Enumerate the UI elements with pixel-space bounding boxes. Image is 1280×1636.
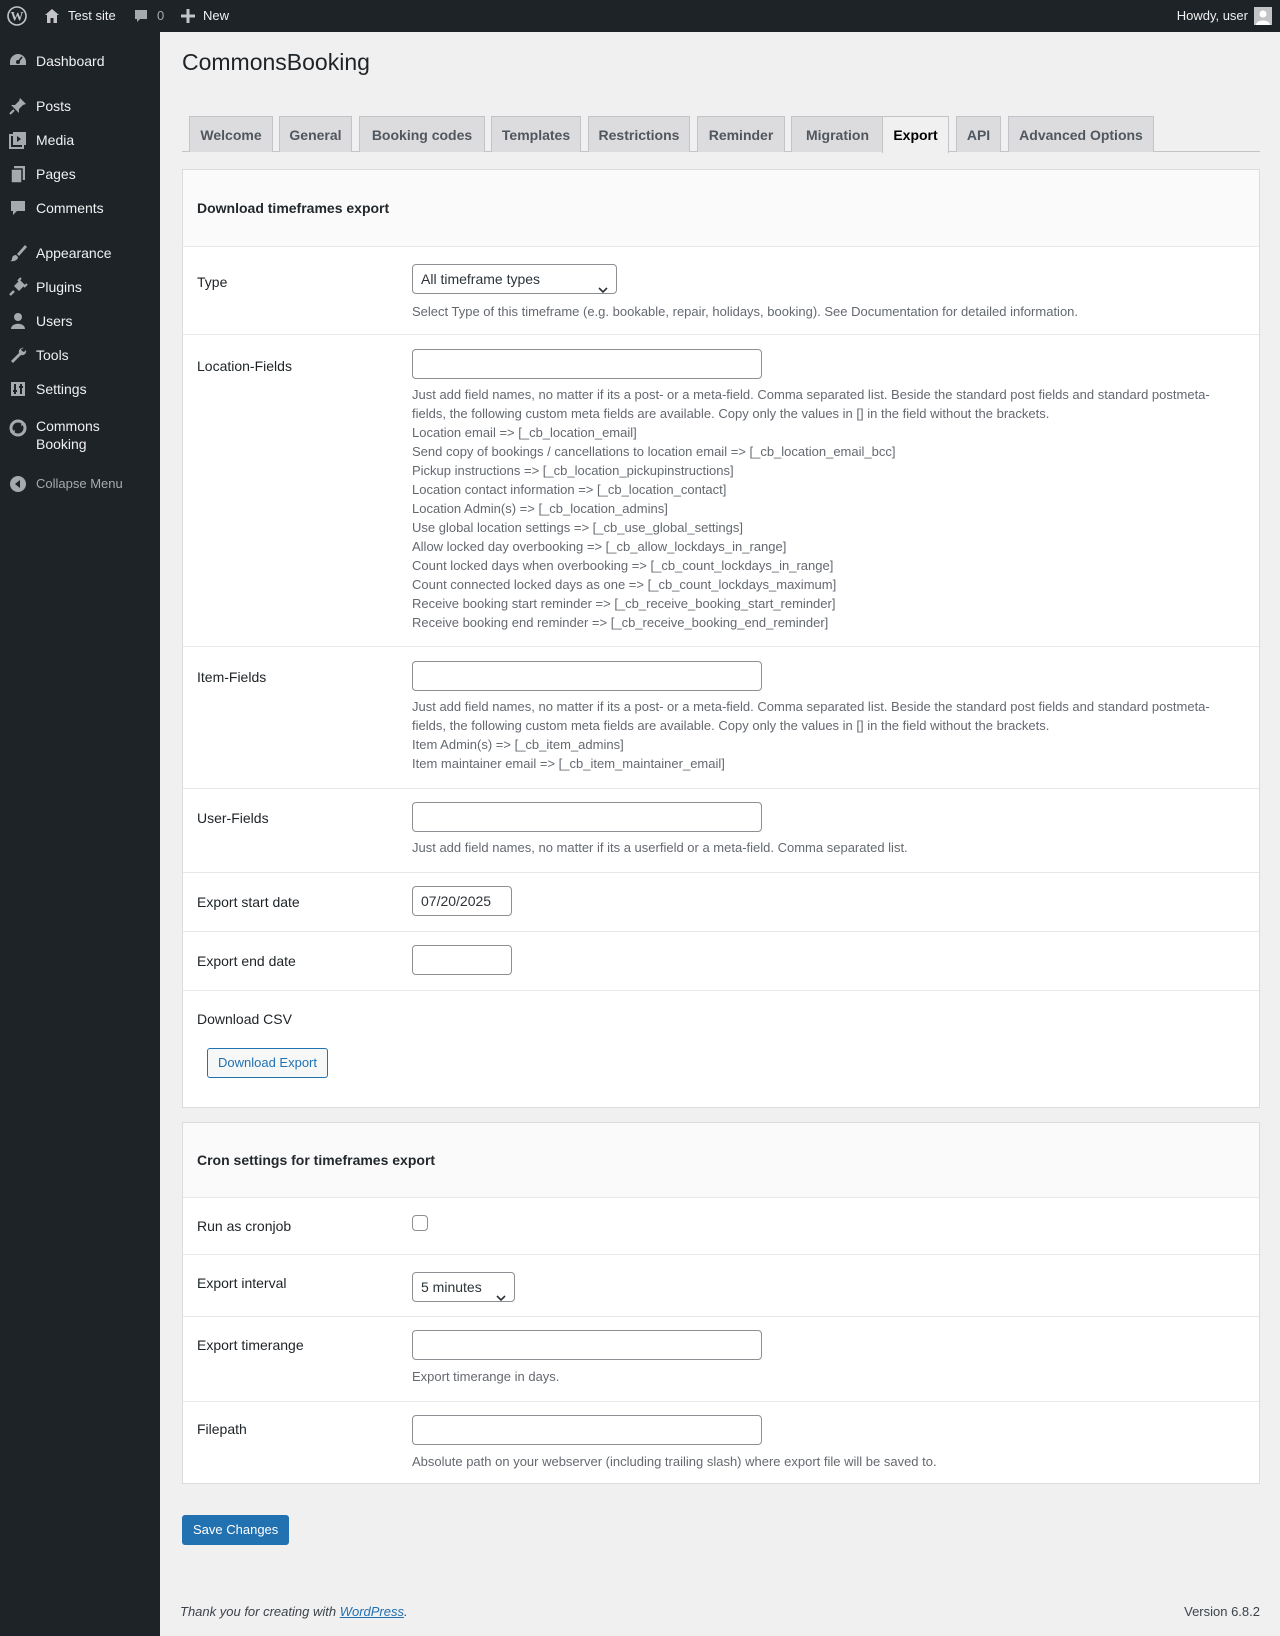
sidebar-item-commonsbooking[interactable]	[0, 417, 160, 457]
tab-welcome[interactable]: Welcome	[189, 116, 273, 152]
sidebar-item-label: Media	[36, 132, 75, 148]
location-fields-row	[183, 335, 1259, 647]
location-fields-description	[412, 385, 1242, 632]
item-fields-label: Item-Fields	[197, 669, 267, 685]
export-interval-select[interactable]	[412, 1272, 515, 1302]
description-line: Allow locked day overbooking => [_cb_allow_lockdays_in_range]	[412, 539, 787, 554]
filepath-description: Absolute path on your webserver (including trailing slash) where export file will be saved to.	[412, 1454, 937, 1469]
new-label: New	[203, 8, 230, 23]
export-timerange-label: Export timerange	[197, 1337, 304, 1353]
sidebar-item-label: Dashboard	[36, 53, 105, 69]
item-fields-row	[183, 647, 1259, 789]
my-account-link[interactable]	[1177, 0, 1272, 32]
page-title: CommonsBooking	[182, 49, 370, 75]
brush-icon	[0, 243, 36, 263]
type-select-value: All timeframe types	[421, 271, 541, 287]
user-fields-input[interactable]	[412, 802, 762, 832]
sidebar-item-label: Settings	[36, 381, 87, 397]
settings-icon	[0, 379, 36, 399]
type-description: Select Type of this timeframe (e.g. bookable, repair, holidays, booking). See Documentation for detailed information.	[412, 304, 1079, 319]
item-fields-input[interactable]	[412, 661, 762, 691]
download-csv-row	[183, 991, 1259, 1107]
sidebar-item-label: Users	[36, 313, 73, 329]
save-changes-button[interactable]: Save Changes	[182, 1515, 289, 1545]
export-timerange-description: Export timerange in days.	[412, 1369, 560, 1384]
plug-icon	[0, 277, 36, 297]
sidebar-item-label: Posts	[36, 98, 72, 114]
tab-templates[interactable]: Templates	[491, 116, 581, 152]
media-icon	[0, 130, 36, 150]
sidebar-item-label: Appearance	[36, 245, 112, 261]
wordpress-logo-icon[interactable]	[7, 0, 27, 32]
collapse-arrow-icon	[0, 475, 36, 493]
description-line: Count connected locked days as one => [_cb_count_lockdays_maximum]	[412, 577, 837, 592]
description-line: Receive booking start reminder => [_cb_receive_booking_start_reminder]	[412, 596, 836, 611]
user-fields-label: User-Fields	[197, 810, 269, 826]
howdy-label: Howdy, user	[1176, 8, 1248, 23]
download-export-button[interactable]: Download Export	[207, 1048, 328, 1078]
item-fields-description	[412, 697, 1242, 773]
filepath-input[interactable]	[412, 1415, 762, 1445]
chevron-down-icon	[496, 1283, 506, 1311]
tab-api[interactable]: API	[956, 116, 1001, 152]
export-start-date-row	[183, 873, 1259, 932]
box-title: Download timeframes export	[183, 170, 1259, 247]
tab-restrictions[interactable]: Restrictions	[588, 116, 690, 152]
sidebar-item-pages[interactable]	[0, 157, 160, 191]
dashboard-icon	[0, 51, 36, 71]
sidebar-item-label: Tools	[36, 347, 69, 363]
description-line: Count locked days when overbooking => [_cb_count_lockdays_in_range]	[412, 558, 834, 573]
pin-icon	[0, 96, 36, 116]
cron-settings-box	[182, 1122, 1260, 1484]
filepath-row	[183, 1402, 1259, 1483]
comments-link[interactable]	[133, 0, 164, 32]
user-fields-description: Just add field names, no matter if its a userfield or a meta-field. Comma separated list.	[412, 840, 908, 855]
export-start-date-label: Export start date	[197, 894, 300, 910]
collapse-menu-button[interactable]	[0, 467, 160, 501]
type-select[interactable]	[412, 264, 617, 294]
tab-reminder[interactable]: Reminder	[697, 116, 785, 152]
tab-advanced-options[interactable]: Advanced Options	[1008, 116, 1154, 152]
export-interval-label: Export interval	[197, 1275, 287, 1291]
export-interval-value: 5 minutes	[421, 1279, 482, 1295]
footer-thanks-prefix: Thank you for creating with	[180, 1604, 340, 1619]
description-line: Receive booking end reminder => [_cb_receive_booking_end_reminder]	[412, 615, 829, 630]
run-as-cronjob-checkbox[interactable]	[412, 1215, 428, 1231]
download-csv-label: Download CSV	[197, 1011, 292, 1027]
export-timerange-row	[183, 1317, 1259, 1402]
home-icon	[44, 8, 60, 24]
new-content-link[interactable]	[181, 0, 229, 32]
wrench-icon	[0, 345, 36, 365]
sidebar-item-posts[interactable]	[0, 89, 160, 123]
tab-booking-codes[interactable]: Booking codes	[359, 116, 485, 152]
footer-thanks	[180, 1604, 408, 1619]
export-timerange-input[interactable]	[412, 1330, 762, 1360]
description-line: Use global location settings => [_cb_use_global_settings]	[412, 520, 743, 535]
run-as-cronjob-row	[183, 1198, 1259, 1255]
export-end-date-label: Export end date	[197, 953, 296, 969]
settings-tabs	[182, 116, 1260, 152]
site-name-link[interactable]	[44, 0, 116, 32]
sidebar-item-appearance[interactable]	[0, 236, 160, 270]
sidebar-item-settings[interactable]	[0, 372, 160, 406]
description-line: Send copy of bookings / cancellations to location email => [_cb_location_email_bcc]	[412, 444, 896, 459]
location-fields-label: Location-Fields	[197, 358, 292, 374]
description-line: Pickup instructions => [_cb_location_pickupinstructions]	[412, 463, 734, 478]
comment-icon	[133, 8, 149, 24]
sidebar-item-media[interactable]	[0, 123, 160, 157]
description-line: Location contact information => [_cb_location_contact]	[412, 482, 727, 497]
sidebar-item-tools[interactable]	[0, 338, 160, 372]
wordpress-link[interactable]: WordPress	[339, 1604, 404, 1619]
location-fields-input[interactable]	[412, 349, 762, 379]
avatar	[1254, 7, 1272, 25]
user-fields-row	[183, 789, 1259, 873]
sidebar-item-label: Plugins	[36, 279, 82, 295]
export-interval-row	[183, 1255, 1259, 1317]
sidebar-item-dashboard[interactable]	[0, 44, 160, 78]
type-row	[183, 247, 1259, 335]
footer-thanks-suffix: .	[404, 1604, 408, 1619]
run-as-cronjob-label: Run as cronjob	[197, 1218, 292, 1234]
admin-bar	[0, 0, 1280, 32]
collapse-menu-label: Collapse Menu	[36, 476, 123, 491]
tab-migration[interactable]: Migration	[791, 116, 884, 152]
box-title: Cron settings for timeframes export	[183, 1123, 1259, 1198]
sidebar-item-comments[interactable]	[0, 191, 160, 225]
sidebar-item-plugins[interactable]	[0, 270, 160, 304]
description-line: Item Admin(s) => [_cb_item_admins]	[412, 737, 624, 752]
admin-menu	[0, 32, 160, 1636]
description-line: Just add field names, no matter if its a post- or a meta-field. Comma separated list. Beside the standard post fields and standard postmeta-fields, the following custom meta fields are available. Copy only the values in [] in the field without the brackets.	[412, 387, 1210, 421]
sidebar-item-users[interactable]	[0, 304, 160, 338]
site-name-label: Test site	[68, 8, 116, 23]
filepath-label: Filepath	[197, 1421, 247, 1437]
user-icon	[0, 311, 36, 331]
sidebar-item-label: Commons Booking	[36, 418, 100, 452]
description-line: Just add field names, no matter if its a post- or a meta-field. Comma separated list. Beside the standard post fields and standard postmeta-fields, the following custom meta fields are available. Copy only the values in [] in the field without the brackets.	[412, 699, 1210, 733]
comments-count: 0	[157, 8, 165, 23]
sidebar-item-label: Pages	[36, 166, 76, 182]
tab-export[interactable]: Export	[882, 116, 949, 153]
tab-general[interactable]: General	[279, 116, 352, 152]
export-start-date-input[interactable]: 07/20/2025	[412, 886, 512, 916]
description-line: Location Admin(s) => [_cb_location_admins]	[412, 501, 668, 516]
description-line: Location email => [_cb_location_email]	[412, 425, 637, 440]
download-export-box	[182, 169, 1260, 1108]
export-end-date-row	[183, 932, 1259, 991]
pages-icon	[0, 164, 36, 184]
footer-version: Version 6.8.2	[1184, 1604, 1260, 1619]
sidebar-item-label: Comments	[36, 200, 104, 216]
type-label: Type	[197, 274, 228, 290]
comment-icon	[0, 198, 36, 218]
export-end-date-input[interactable]	[412, 945, 512, 975]
commonsbooking-icon	[0, 417, 36, 438]
description-line: Item maintainer email => [_cb_item_maintainer_email]	[412, 756, 725, 771]
svg-text:W: W	[10, 8, 24, 24]
plus-icon	[181, 9, 195, 23]
chevron-down-icon	[598, 275, 608, 303]
